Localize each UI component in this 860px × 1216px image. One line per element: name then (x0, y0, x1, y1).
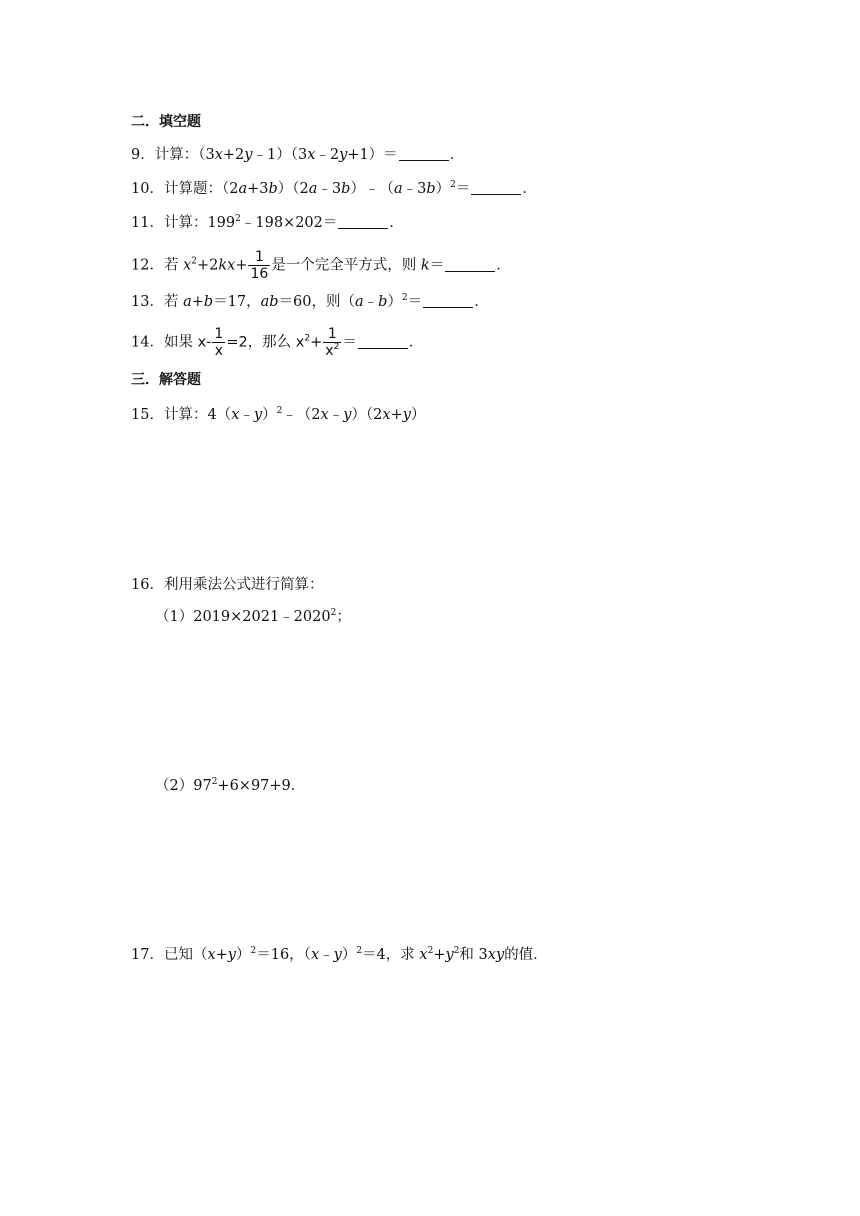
q-text: ． (449, 147, 465, 163)
q-text: ＝ (342, 334, 357, 351)
var: x (231, 407, 240, 423)
q-text: =2 (226, 334, 248, 351)
var: a (308, 181, 318, 197)
question-17 (131, 945, 548, 965)
q-text: - (206, 334, 212, 351)
answer-blank[interactable] (423, 293, 473, 308)
question-15 (131, 405, 425, 425)
q-text: ＝16，（ (256, 947, 311, 963)
var: b (268, 181, 278, 197)
var: y (445, 947, 454, 963)
q-text: ） (236, 947, 251, 963)
exponent: 2 (356, 946, 363, 956)
var: b (341, 181, 351, 197)
question-number: 17． (131, 947, 164, 963)
q-text: ）（2 (277, 181, 309, 197)
q-text: 和 3 (459, 947, 488, 963)
question-number: 11． (131, 215, 164, 231)
q-text: ） (341, 947, 357, 963)
q-text: 计算：199 (163, 215, 236, 231)
q-text: ＝4，求 (362, 947, 420, 963)
exponent: 2 (250, 946, 257, 956)
q-text: 的值． (504, 947, 548, 963)
fraction (248, 249, 270, 282)
section-heading-fill-in: 二．填空题 (131, 114, 201, 130)
q-text: ； (336, 609, 351, 625)
var: x (382, 407, 391, 423)
fraction-numerator: 1 (323, 326, 341, 343)
var: x (320, 407, 329, 423)
exponent: 2 (330, 608, 337, 618)
var: a (355, 294, 364, 310)
q-text: ） (262, 407, 277, 423)
question-14 (131, 326, 423, 359)
q-text: 计算：（3 (154, 147, 215, 163)
question-16 (131, 575, 323, 595)
fraction (212, 326, 225, 359)
q-text: 若 (163, 294, 184, 310)
var: ab (260, 294, 279, 310)
section-heading-solutions: 三．解答题 (131, 372, 201, 388)
q-text: + (191, 294, 204, 310)
q-text: +3 (247, 181, 269, 197)
var: a (393, 181, 403, 197)
q-text: ） (387, 294, 402, 310)
q-text: +2 (222, 147, 245, 163)
exponent: 2 (427, 946, 434, 956)
exponent: 2 (304, 333, 311, 344)
q-text: +6×97+9． (217, 778, 306, 794)
question-number: 9． (131, 147, 155, 163)
q-text: ＝ (429, 257, 445, 274)
q-text: ． (389, 215, 404, 231)
q-text: ＝ (455, 181, 471, 197)
var: x (419, 947, 428, 963)
q-text: ）（2 (351, 407, 383, 423)
var: y (402, 407, 411, 423)
fraction-denominator: x (214, 343, 223, 359)
q-text: 利用乘法公式进行简算： (163, 577, 324, 593)
var: b (378, 294, 388, 310)
var: x (183, 257, 192, 274)
var: kx (218, 257, 236, 274)
question-number: 12． (131, 257, 164, 274)
var: x (325, 343, 334, 359)
answer-blank[interactable] (399, 146, 449, 161)
q-text: + (433, 947, 446, 963)
q-text: 计算：4（ (163, 407, 232, 423)
q-text: ＝60，则（ (278, 294, 356, 310)
q-text: ﹣198×202＝ (240, 215, 338, 231)
q-text: ． (522, 181, 537, 197)
question-16-part-2 (155, 776, 305, 796)
question-13 (131, 292, 489, 312)
question-number: 16． (131, 577, 164, 593)
var: x (310, 947, 320, 963)
var: b (426, 181, 436, 197)
exponent: 2 (401, 293, 408, 303)
fraction-numerator: 1 (248, 249, 270, 266)
var: xy (487, 947, 505, 963)
var: k (420, 257, 430, 274)
exponent: 2 (333, 342, 340, 352)
var: x (307, 147, 316, 163)
q-text: （1）2019×2021﹣2020 (155, 609, 331, 625)
question-number: 15． (131, 407, 164, 423)
fraction-numerator: 1 (214, 326, 224, 342)
question-12 (131, 249, 511, 282)
q-text: 已知（ (163, 947, 208, 963)
var: y (227, 947, 236, 963)
q-text: ﹣ (328, 407, 344, 423)
question-16-part-1 (155, 607, 351, 627)
exponent: 2 (450, 180, 456, 190)
question-9 (131, 145, 464, 165)
answer-blank[interactable] (338, 214, 388, 229)
var: y (333, 947, 342, 963)
q-text: +1）＝ (347, 147, 398, 163)
var: x (197, 334, 207, 351)
fraction (323, 326, 341, 359)
q-text: 是一个完全平方式，则 (271, 257, 421, 274)
question-10 (131, 179, 537, 199)
q-text: ） (410, 407, 426, 423)
exponent: 2 (191, 256, 197, 267)
question-number: 14． (131, 334, 164, 351)
q-text: ﹣1）（3 (252, 147, 308, 163)
var: x (207, 947, 216, 963)
q-text: ﹣3 (402, 181, 427, 197)
var: x (214, 147, 223, 163)
var: y (343, 407, 352, 423)
q-text: ﹣ (319, 947, 334, 963)
var: x (295, 334, 305, 351)
var: y (253, 407, 263, 423)
var: a (238, 181, 248, 197)
q-text: ）﹣（ (350, 181, 394, 197)
q-text: + (215, 947, 228, 963)
var: a (183, 294, 192, 310)
var: y (339, 147, 348, 163)
answer-blank[interactable] (445, 257, 495, 272)
q-text: 如果 (163, 334, 198, 351)
q-text: ＝ (407, 294, 423, 310)
q-text: ﹣3 (317, 181, 342, 197)
q-text: ． (474, 294, 489, 310)
q-text: ﹣ (239, 407, 254, 423)
question-number: 10． (131, 181, 164, 197)
q-text: ﹣2 (315, 147, 340, 163)
exponent: 2 (276, 406, 283, 416)
q-text: ，那么 (247, 334, 296, 351)
question-number: 13． (131, 294, 164, 310)
q-text: + (310, 334, 323, 351)
q-text: +2 (196, 257, 219, 274)
q-text: + (390, 407, 403, 423)
q-text: ﹣（2 (282, 407, 321, 423)
exponent: 2 (235, 214, 241, 224)
fraction-denominator: 16 (250, 266, 269, 282)
answer-blank[interactable] (358, 334, 408, 349)
q-text: ． (496, 257, 511, 274)
q-text: （2）97 (155, 778, 212, 794)
q-text: ． (408, 334, 424, 351)
exponent: 2 (211, 777, 218, 787)
q-text: ﹣ (363, 294, 379, 310)
var: b (203, 294, 214, 310)
q-text: ＝17， (213, 294, 261, 310)
q-text: + (235, 257, 248, 274)
q-text: 若 (163, 257, 184, 274)
exponent: 2 (453, 946, 460, 956)
answer-blank[interactable] (471, 180, 521, 195)
var: y (244, 147, 253, 163)
fraction-denominator (323, 343, 341, 359)
q-text: ） (435, 181, 451, 197)
question-11 (131, 213, 404, 233)
q-text: 计算题：（2 (163, 181, 239, 197)
